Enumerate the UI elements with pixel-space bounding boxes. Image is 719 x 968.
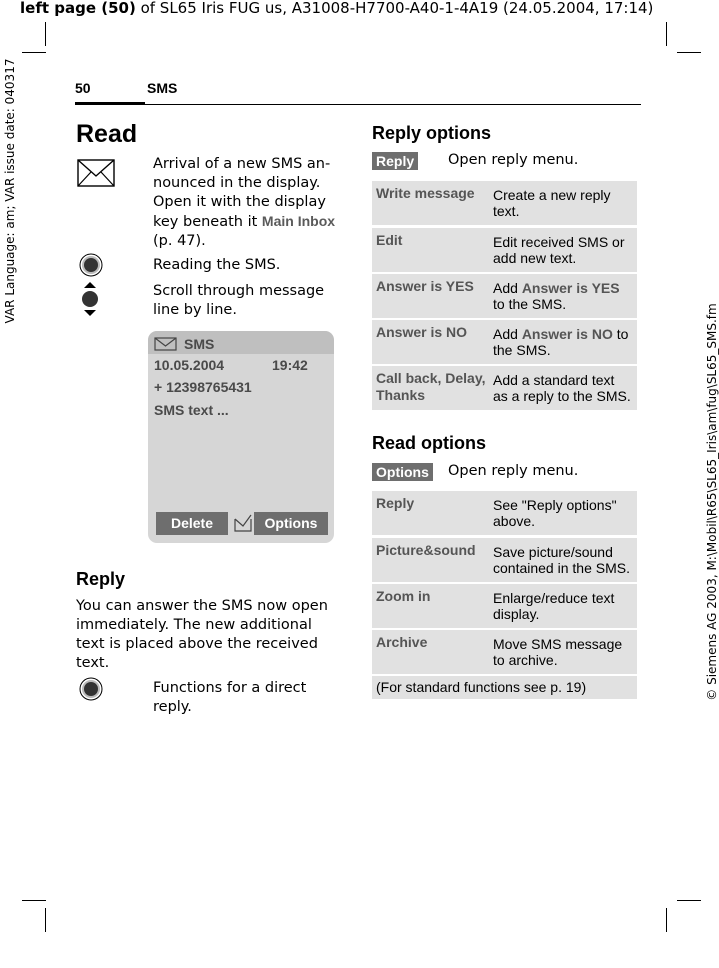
option-name: Answer is NO [376, 324, 468, 340]
phone-display [148, 331, 334, 543]
option-desc [493, 326, 633, 358]
option-desc-part: to the SMS. [493, 326, 629, 358]
reply-softkey-desc: Open reply menu. [448, 152, 579, 168]
read-item-new-sms-text: Arrival of a new SMS an-nounced in the display. Open it with the display key beneath it [153, 156, 331, 230]
main-inbox-key-label: Main Inbox [261, 213, 336, 229]
table-row [372, 366, 637, 410]
option-desc-part: Add [493, 280, 522, 296]
options-softkey-desc: Open reply menu. [448, 463, 579, 479]
crop-mark [666, 22, 667, 46]
crop-mark [22, 900, 46, 901]
side-language-info: VAR Language: am; VAR issue date: 040317 [3, 58, 17, 324]
sms-time: 19:42 [272, 357, 308, 373]
reply-options-heading: Reply options [372, 123, 492, 143]
navigation-key-icon [79, 677, 103, 701]
sms-date: 10.05.2004 [154, 357, 225, 373]
option-name: Archive [376, 634, 428, 650]
sms-sender-number: + 12398765431 [154, 379, 252, 395]
reply-item: Functions for a direct reply. [153, 680, 307, 715]
reply-softkey-label[interactable]: Reply [372, 152, 418, 170]
option-desc-key: Answer is NO [521, 326, 613, 342]
table-row [372, 274, 637, 318]
sms-envelope-icon [154, 337, 177, 351]
option-desc-key: Answer is YES [521, 280, 620, 296]
table-row [372, 538, 637, 582]
table-row [372, 228, 637, 272]
page-title: SMS [147, 80, 178, 96]
read-heading: Read [76, 120, 138, 148]
table-row [372, 181, 637, 225]
options-softkey[interactable] [372, 462, 433, 481]
scroll-key-icon [80, 281, 100, 317]
option-desc: Add a standard text as a reply to the SMS. [493, 372, 631, 404]
option-desc: Save picture/sound contained in the SMS. [493, 544, 630, 576]
option-desc: Create a new reply text. [493, 187, 611, 219]
envelope-icon [77, 159, 115, 187]
page-number: 50 [75, 80, 91, 96]
option-name: Answer is YES [376, 278, 474, 294]
table-footer-row [372, 676, 637, 699]
option-desc [493, 280, 633, 312]
option-desc-part: Add [493, 326, 522, 342]
delete-button[interactable]: Delete [156, 512, 228, 535]
reply-softkey[interactable] [372, 151, 418, 170]
display-title: SMS [184, 336, 215, 352]
page-header [20, 0, 653, 17]
table-row [372, 320, 637, 364]
read-options-heading: Read options [372, 433, 487, 453]
crop-mark [677, 52, 701, 53]
option-name: Zoom in [376, 588, 431, 604]
side-copyright: © Siemens AG 2003, M:\Mobil\R65\SL65_Iris\am\fug\SL65_SMS.fm [705, 303, 719, 701]
reply-heading: Reply [76, 569, 126, 589]
table-row [372, 630, 637, 674]
crop-mark [22, 52, 46, 53]
read-item-reading: Reading the SMS. [153, 257, 281, 273]
navigation-key-icon [79, 253, 103, 277]
read-item-new-sms-ref: (p. 47). [153, 233, 206, 249]
options-button[interactable]: Options [254, 512, 328, 535]
header-page-label: left page (50) [20, 0, 136, 17]
read-item-scroll: Scroll through message line by line. [153, 283, 325, 318]
option-desc: Enlarge/reduce text display. [493, 590, 615, 622]
option-name: Picture&sound [376, 542, 476, 558]
table-row [372, 584, 637, 628]
option-name: Reply [376, 495, 415, 511]
option-desc-part: to the SMS. [493, 296, 567, 312]
option-name: Call back, Delay, Thanks [376, 370, 486, 403]
option-name: Edit [376, 232, 403, 248]
table-row [372, 491, 637, 535]
crop-mark [677, 900, 701, 901]
option-desc: Edit received SMS or add new text. [493, 234, 625, 266]
sms-text: SMS text ... [154, 402, 229, 418]
crop-mark [45, 22, 46, 46]
read-item-new-sms [153, 155, 338, 251]
header-document-info: of SL65 Iris FUG us, A31008-H7700-A40-1-4A19 (24.05.2004, 17:14) [135, 0, 654, 17]
reply-text: You can answer the SMS now open immediately. The new additional text is placed above the received text. [76, 598, 328, 671]
header-rule-thick [75, 102, 145, 105]
option-desc: See "Reply options" above. [493, 497, 617, 529]
open-envelope-icon [234, 514, 252, 532]
option-desc: Move SMS message to archive. [493, 636, 623, 668]
crop-mark [45, 908, 46, 932]
option-name: Write message [376, 185, 475, 201]
options-softkey-label[interactable]: Options [372, 463, 433, 481]
header-rule [145, 104, 641, 105]
crop-mark [666, 908, 667, 932]
standard-functions-note: (For standard functions see p. 19) [376, 679, 587, 695]
